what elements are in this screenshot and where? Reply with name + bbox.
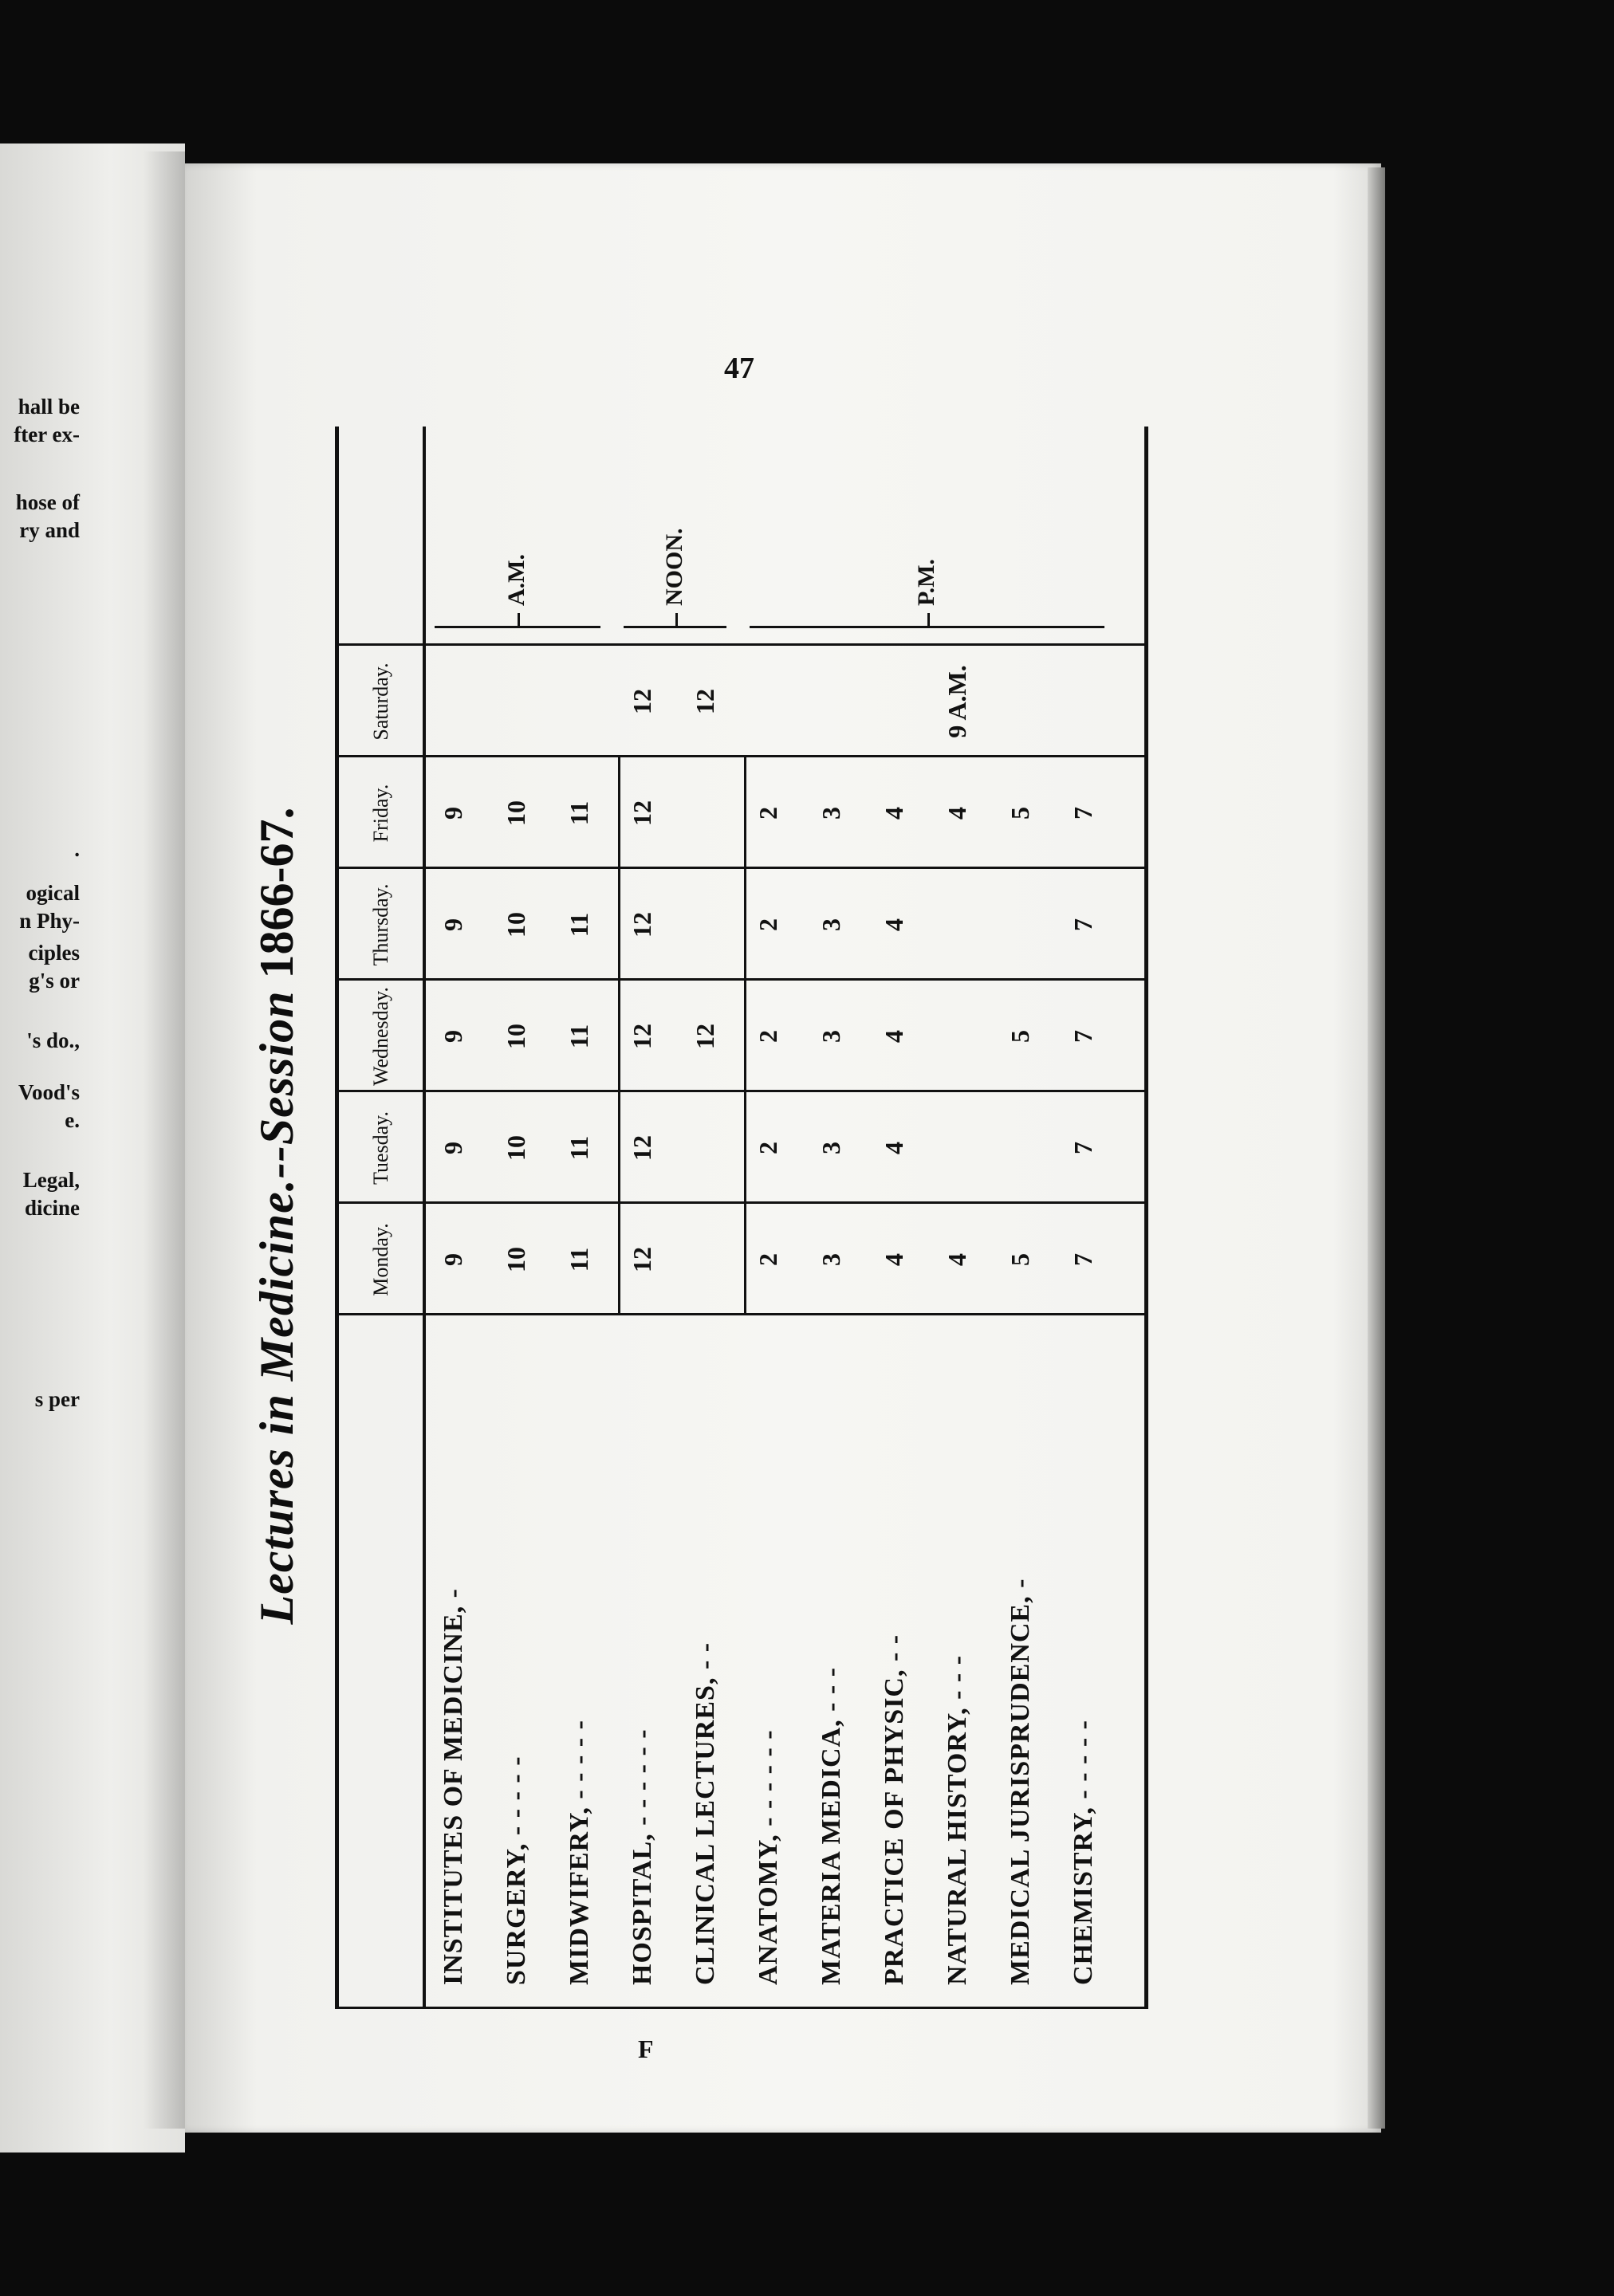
subject-name: CLINICAL LECTURES, - - (691, 1641, 720, 1985)
time-cell: 9 (439, 1142, 467, 1154)
title-text: Lectures in Medicine.--Session (250, 990, 303, 1625)
time-cell: 10 (502, 1024, 530, 1049)
previous-page-line: s per (34, 1387, 80, 1411)
previous-page-line: . (74, 837, 80, 861)
day-header: Thursday. (369, 883, 392, 966)
time-cell: 10 (502, 1247, 530, 1272)
book-gutter-shadow (144, 151, 185, 2129)
previous-page-line: hall be (18, 395, 80, 419)
time-cell: 2 (754, 1253, 782, 1266)
subject-name: INSTITUTES OF MEDICINE, - (439, 1588, 468, 1985)
time-cell: 10 (502, 912, 530, 938)
period-label: NOON. (660, 528, 687, 606)
time-cell: 4 (943, 1253, 971, 1266)
time-cell: 12 (628, 800, 656, 826)
lecture-timetable (335, 427, 1148, 2009)
time-cell: 7 (1069, 1030, 1097, 1043)
previous-page-line: Legal, (22, 1168, 80, 1192)
subject-name: CHEMISTRY, - - - - - (1069, 1720, 1098, 1985)
previous-page-line: ogical (26, 881, 80, 905)
time-cell: 2 (754, 1030, 782, 1043)
period-brace (624, 626, 726, 628)
time-cell: 12 (628, 912, 656, 938)
time-cell: 7 (1069, 1253, 1097, 1266)
time-cell: 3 (817, 1253, 845, 1266)
time-cell: 3 (817, 1030, 845, 1043)
time-cell: 9 (439, 1253, 467, 1266)
period-brace-tip (675, 613, 678, 626)
page-edge (1368, 167, 1385, 2129)
signature-mark: F (638, 2035, 654, 2063)
time-cell: 7 (1069, 807, 1097, 820)
previous-page-line: ciples (28, 941, 80, 965)
day-header: Monday. (369, 1223, 392, 1296)
time-cell: 5 (1006, 807, 1034, 820)
time-cell: 4 (880, 1030, 908, 1043)
time-cell: 7 (1069, 1142, 1097, 1154)
time-cell: 4 (880, 918, 908, 931)
subject-name: NATURAL HISTORY, - - - (943, 1654, 972, 1985)
page-title (231, 407, 323, 2025)
group-rule (744, 757, 746, 1315)
time-cell: 12 (691, 1024, 719, 1049)
time-cell: 9 A.M. (943, 665, 971, 738)
previous-page-line: fter ex- (14, 423, 80, 446)
previous-page-line: 's do., (26, 1028, 80, 1052)
time-cell: 7 (1069, 918, 1097, 931)
previous-page-line: ry and (19, 518, 80, 542)
time-cell: 4 (880, 1142, 908, 1154)
previous-page-line: dicine (24, 1196, 80, 1220)
timetable-header-row (339, 427, 426, 2009)
time-cell: 2 (754, 1142, 782, 1154)
period-brace (750, 626, 1104, 628)
subject-name: PRACTICE OF PHYSIC, - - (880, 1634, 909, 1985)
time-cell: 10 (502, 800, 530, 826)
time-cell: 11 (565, 1247, 593, 1272)
rotated-timetable-block (231, 407, 1156, 2025)
time-cell: 9 (439, 1030, 467, 1043)
time-cell: 2 (754, 918, 782, 931)
column-rule (339, 643, 1144, 646)
time-cell: 3 (817, 1142, 845, 1154)
subject-name: ANATOMY, - - - - - - (754, 1729, 783, 1985)
time-cell: 4 (943, 807, 971, 820)
column-rule (339, 2007, 1144, 2009)
time-cell: 12 (628, 689, 656, 714)
previous-page-line: hose of (15, 490, 80, 514)
time-cell: 12 (628, 1247, 656, 1272)
time-cell: 11 (565, 1135, 593, 1161)
time-cell: 12 (628, 1135, 656, 1161)
previous-page-line: Vood's (18, 1080, 80, 1104)
period-brace-tip (927, 613, 930, 626)
subject-name: MATERIA MEDICA, - - - (817, 1666, 846, 1985)
time-cell: 4 (880, 807, 908, 820)
time-cell: 11 (565, 1024, 593, 1049)
period-brace (435, 626, 600, 628)
subject-name: MEDICAL JURISPRUDENCE, - (1006, 1578, 1035, 1985)
title-year: 1866-67. (250, 807, 303, 979)
time-cell: 11 (565, 912, 593, 938)
time-cell: 5 (1006, 1253, 1034, 1266)
time-cell: 10 (502, 1135, 530, 1161)
previous-page-line: e. (65, 1108, 80, 1132)
day-header: Wednesday. (369, 987, 392, 1087)
period-label: P.M. (912, 559, 939, 606)
time-cell: 2 (754, 807, 782, 820)
time-cell: 5 (1006, 1030, 1034, 1043)
time-cell: 12 (691, 689, 719, 714)
time-cell: 4 (880, 1253, 908, 1266)
time-cell: 3 (817, 807, 845, 820)
subject-name: SURGERY, - - - - - (502, 1755, 531, 1985)
previous-page-line: g's or (29, 969, 80, 993)
time-cell: 9 (439, 918, 467, 931)
day-header: Tuesday. (369, 1111, 392, 1185)
period-label: A.M. (503, 554, 529, 606)
previous-page-line: n Phy- (19, 909, 80, 933)
time-cell: 11 (565, 800, 593, 826)
period-brace-tip (518, 613, 520, 626)
subject-name: HOSPITAL, - - - - - - (628, 1728, 657, 1985)
group-rule (618, 757, 620, 1315)
time-cell: 9 (439, 807, 467, 820)
day-header: Friday. (369, 784, 392, 843)
page-number: 47 (724, 352, 754, 385)
subject-name: MIDWIFERY, - - - - - (565, 1720, 594, 1985)
time-cell: 12 (628, 1024, 656, 1049)
day-header: Saturday. (369, 662, 392, 741)
time-cell: 3 (817, 918, 845, 931)
